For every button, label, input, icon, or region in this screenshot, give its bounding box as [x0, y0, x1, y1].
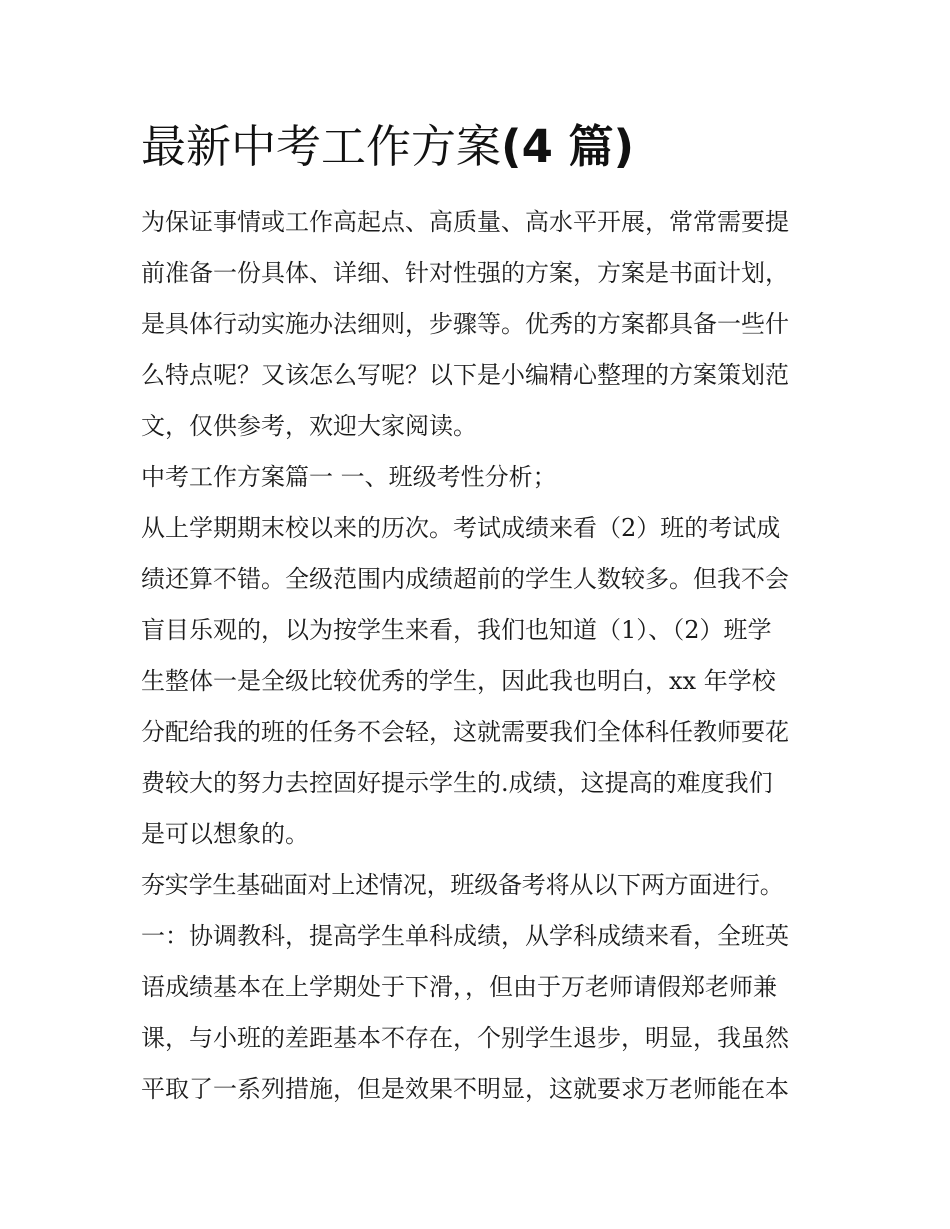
text-line: 夯实学生基础面对上述情况，班级备考将从以下两方面进行。 — [141, 871, 784, 899]
text-line: 文，仅供参考，欢迎大家阅读。 — [141, 412, 477, 440]
text-line: 语成绩基本在上学期处于下滑，，但由于万老师请假郑老师兼 — [141, 973, 777, 1001]
text-line: 平取了一系列措施，但是效果不明显，这就要求万老师能在本 — [141, 1075, 789, 1103]
text-line: 是具体行动实施办法细则，步骤等。优秀的方案都具备一些什 — [141, 310, 789, 338]
text-line: 课，与小班的差距基本不存在，个别学生退步，明显，我虽然 — [141, 1024, 789, 1052]
section-heading: 中考工作方案篇一 一、班级考性分析； — [141, 463, 557, 491]
text-line: 分配给我的班的任务不会轻，这就需要我们全体科任教师要花 — [141, 718, 789, 746]
text-line: 么特点呢？又该怎么写呢？以下是小编精心整理的方案策划范 — [141, 361, 789, 389]
text-line: 绩还算不错。全级范围内成绩超前的学生人数较多。但我不会 — [141, 565, 789, 593]
text-line: 费较大的努力去控固好提示学生的.成绩，这提高的难度我们 — [141, 769, 773, 797]
document-body — [141, 200, 821, 1118]
document-title — [141, 117, 634, 177]
text-line: 是可以想象的。 — [141, 820, 309, 848]
text-line: 从上学期期末校以来的历次。考试成绩来看（2）班的考试成 — [141, 514, 781, 542]
text-line: 一：协调教科，提高学生单科成绩，从学科成绩来看，全班英 — [141, 922, 789, 950]
title-main-text: 最新中考工作方案 — [141, 120, 502, 173]
text-line: 盲目乐观的，以为按学生来看，我们也知道（1）、（2）班学 — [141, 616, 772, 644]
text-line: 为保证事情或工作高起点、高质量、高水平开展，常常需要提 — [141, 208, 789, 236]
text-line: 前准备一份具体、详细、针对性强的方案，方案是书面计划， — [141, 259, 789, 287]
title-count-text: (4 篇) — [501, 120, 635, 173]
text-line: 生整体一是全级比较优秀的学生，因此我也明白，xx 年学校 — [141, 667, 776, 695]
